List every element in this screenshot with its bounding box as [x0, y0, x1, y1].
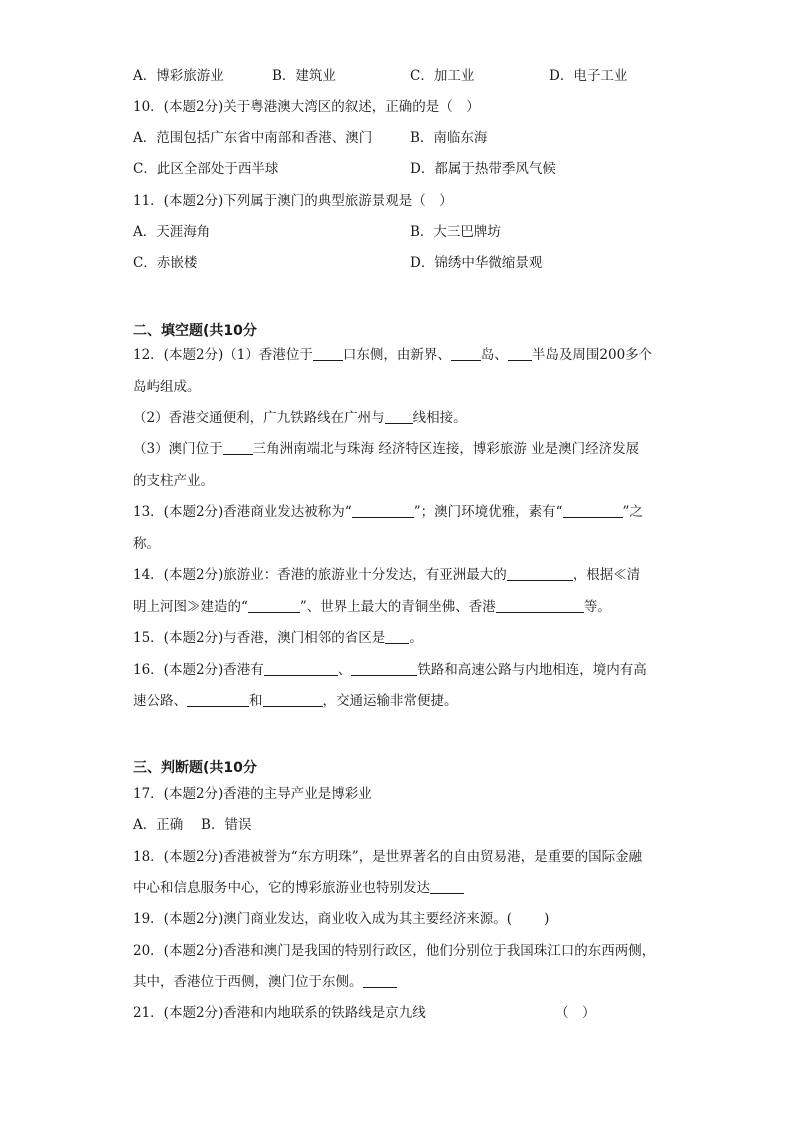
q18-line-2 — [133, 879, 464, 897]
q13-line-1 — [133, 503, 643, 521]
q16-text-c: 铁路和高速公路与内地相连，境内有高 — [417, 662, 647, 678]
q14-text-e: 等。 — [583, 599, 611, 615]
q12-line-2: 岛屿组成。 — [133, 379, 201, 395]
q14-text-c: 明上河图≫建造的“ — [133, 599, 248, 615]
q12-blank-5[interactable] — [223, 440, 253, 455]
q16-text-e: 和 — [249, 693, 263, 709]
q12-text-1b: 口东侧，由新界、 — [342, 347, 451, 363]
q10-option-d: D．都属于热带季风气候 — [410, 161, 556, 177]
q10-stem: 10．(本题2分)关于粤港澳大湾区的叙述，正确的是（ ） — [133, 99, 480, 115]
q12-text-1a: 12．(本题2分)（1）香港位于 — [133, 347, 313, 363]
q15-text-b: 。 — [409, 630, 423, 646]
q16-text-b: 、 — [337, 662, 352, 678]
q16-line-1 — [133, 661, 647, 679]
q11-option-d: D．锦绣中华微缩景观 — [410, 255, 543, 271]
q16-text-a: 16．(本题2分)香港有 — [133, 662, 264, 678]
q19-text: 19．(本题2分)澳门商业发达，商业收入成为其主要经济来源。( — [133, 911, 513, 927]
q15-blank[interactable] — [385, 629, 409, 644]
q13-text-b: ”；澳门环境优雅，素有“ — [413, 504, 563, 520]
q14-line-1 — [133, 566, 640, 584]
q13-blank-1[interactable] — [352, 503, 414, 518]
q11-option-a: A．天涯海角 — [133, 224, 211, 240]
q13-text-a: 13．(本题2分)香港商业发达被称为“ — [133, 504, 352, 520]
q21-stem: 21．(本题2分)香港和内地联系的铁路线是京九线 — [133, 1005, 426, 1021]
q11-option-c: C．赤嵌楼 — [133, 255, 198, 271]
q12-blank-4[interactable] — [385, 409, 413, 424]
q9-option-a: A．博彩旅游业 — [133, 68, 224, 84]
q13-text-c: ”之 — [622, 504, 643, 520]
q9-option-b: B．建筑业 — [272, 68, 336, 84]
q16-blank-1[interactable] — [264, 661, 338, 676]
q20-answer-blank[interactable] — [363, 973, 397, 988]
q13-blank-2[interactable] — [563, 503, 623, 518]
q12-text-1c: 岛、 — [480, 347, 508, 363]
q18-answer-blank[interactable] — [430, 879, 464, 894]
q16-text-d: 速公路、 — [133, 693, 187, 709]
q12-line-3 — [133, 409, 467, 427]
q9-option-c: C．加工业 — [410, 68, 475, 84]
q16-blank-2[interactable] — [351, 661, 417, 676]
q12-blank-3[interactable] — [508, 346, 532, 361]
section-2-heading: 二、填空题(共10分 — [133, 323, 257, 339]
q14-text-a: 14．(本题2分)旅游业：香港的旅游业十分发达，有亚洲最大的 — [133, 567, 507, 583]
q10-option-b: B．南临东海 — [410, 130, 488, 146]
q17-stem: 17．(本题2分)香港的主导产业是博彩业 — [133, 786, 372, 802]
q18-text-2: 中心和信息服务中心，它的博彩旅游业也特别发达 — [133, 880, 430, 896]
q11-option-b: B．大三巴牌坊 — [410, 224, 501, 240]
q13-line-2: 称。 — [133, 536, 160, 552]
q12-blank-1[interactable] — [313, 346, 343, 361]
q12-line-5: 的支柱产业。 — [133, 473, 214, 489]
q12-blank-2[interactable] — [451, 346, 481, 361]
q14-text-b: ，根据≪清 — [572, 567, 641, 583]
section-3-heading: 三、判断题(共10分 — [133, 760, 257, 776]
q9-option-d: D．电子工业 — [549, 68, 628, 84]
q12-line-1 — [133, 346, 652, 364]
q15-line — [133, 629, 423, 647]
q19-close-paren: ) — [544, 911, 550, 927]
q14-blank-2[interactable] — [248, 598, 300, 613]
q16-line-2 — [133, 692, 458, 710]
q19-line — [133, 910, 549, 928]
q14-blank-1[interactable] — [507, 566, 573, 581]
q12-line-4 — [133, 440, 639, 458]
q12-text-4b: 三角洲南端北与珠海 经济特区连接，博彩旅游 业是澳门经济发展 — [252, 441, 640, 457]
q18-line-1: 18．(本题2分)香港被誉为“东方明珠”，是世界著名的自由贸易港，是重要的国际金融 — [133, 849, 643, 865]
q10-option-c: C．此区全部处于西半球 — [133, 161, 279, 177]
q16-blank-3[interactable] — [187, 692, 249, 707]
q14-line-2 — [133, 598, 611, 616]
q15-text-a: 15．(本题2分)与香港，澳门相邻的省区是 — [133, 630, 386, 646]
q20-text-2: 其中，香港位于西侧，澳门位于东侧。 — [133, 974, 363, 990]
q12-text-3b: 线相接。 — [412, 410, 467, 426]
q20-line-1: 20．(本题2分)香港和澳门是我国的特别行政区，他们分别位于我国珠江口的东西两侧， — [133, 943, 656, 959]
q12-text-4a: （3）澳门位于 — [133, 441, 223, 457]
q16-text-f: ，交通运输非常便捷。 — [322, 693, 458, 709]
q17-options: A．正确 B．错误 — [133, 817, 252, 833]
q20-line-2 — [133, 973, 397, 991]
q11-stem: 11．(本题2分)下列属于澳门的典型旅游景观是（ ） — [133, 193, 453, 209]
q10-option-a: A．范围包括广东省中南部和香港、澳门 — [133, 130, 373, 146]
q12-text-3a: （2）香港交通便利，广九铁路线在广州与 — [133, 410, 385, 426]
q14-blank-3[interactable] — [496, 598, 584, 613]
q14-text-d: ”、世界上最大的青铜坐佛、香港 — [299, 599, 496, 615]
q21-answer-paren[interactable]: （ ） — [555, 1005, 596, 1021]
q12-text-1d: 半岛及周围200多个 — [531, 347, 653, 363]
q16-blank-4[interactable] — [263, 692, 323, 707]
